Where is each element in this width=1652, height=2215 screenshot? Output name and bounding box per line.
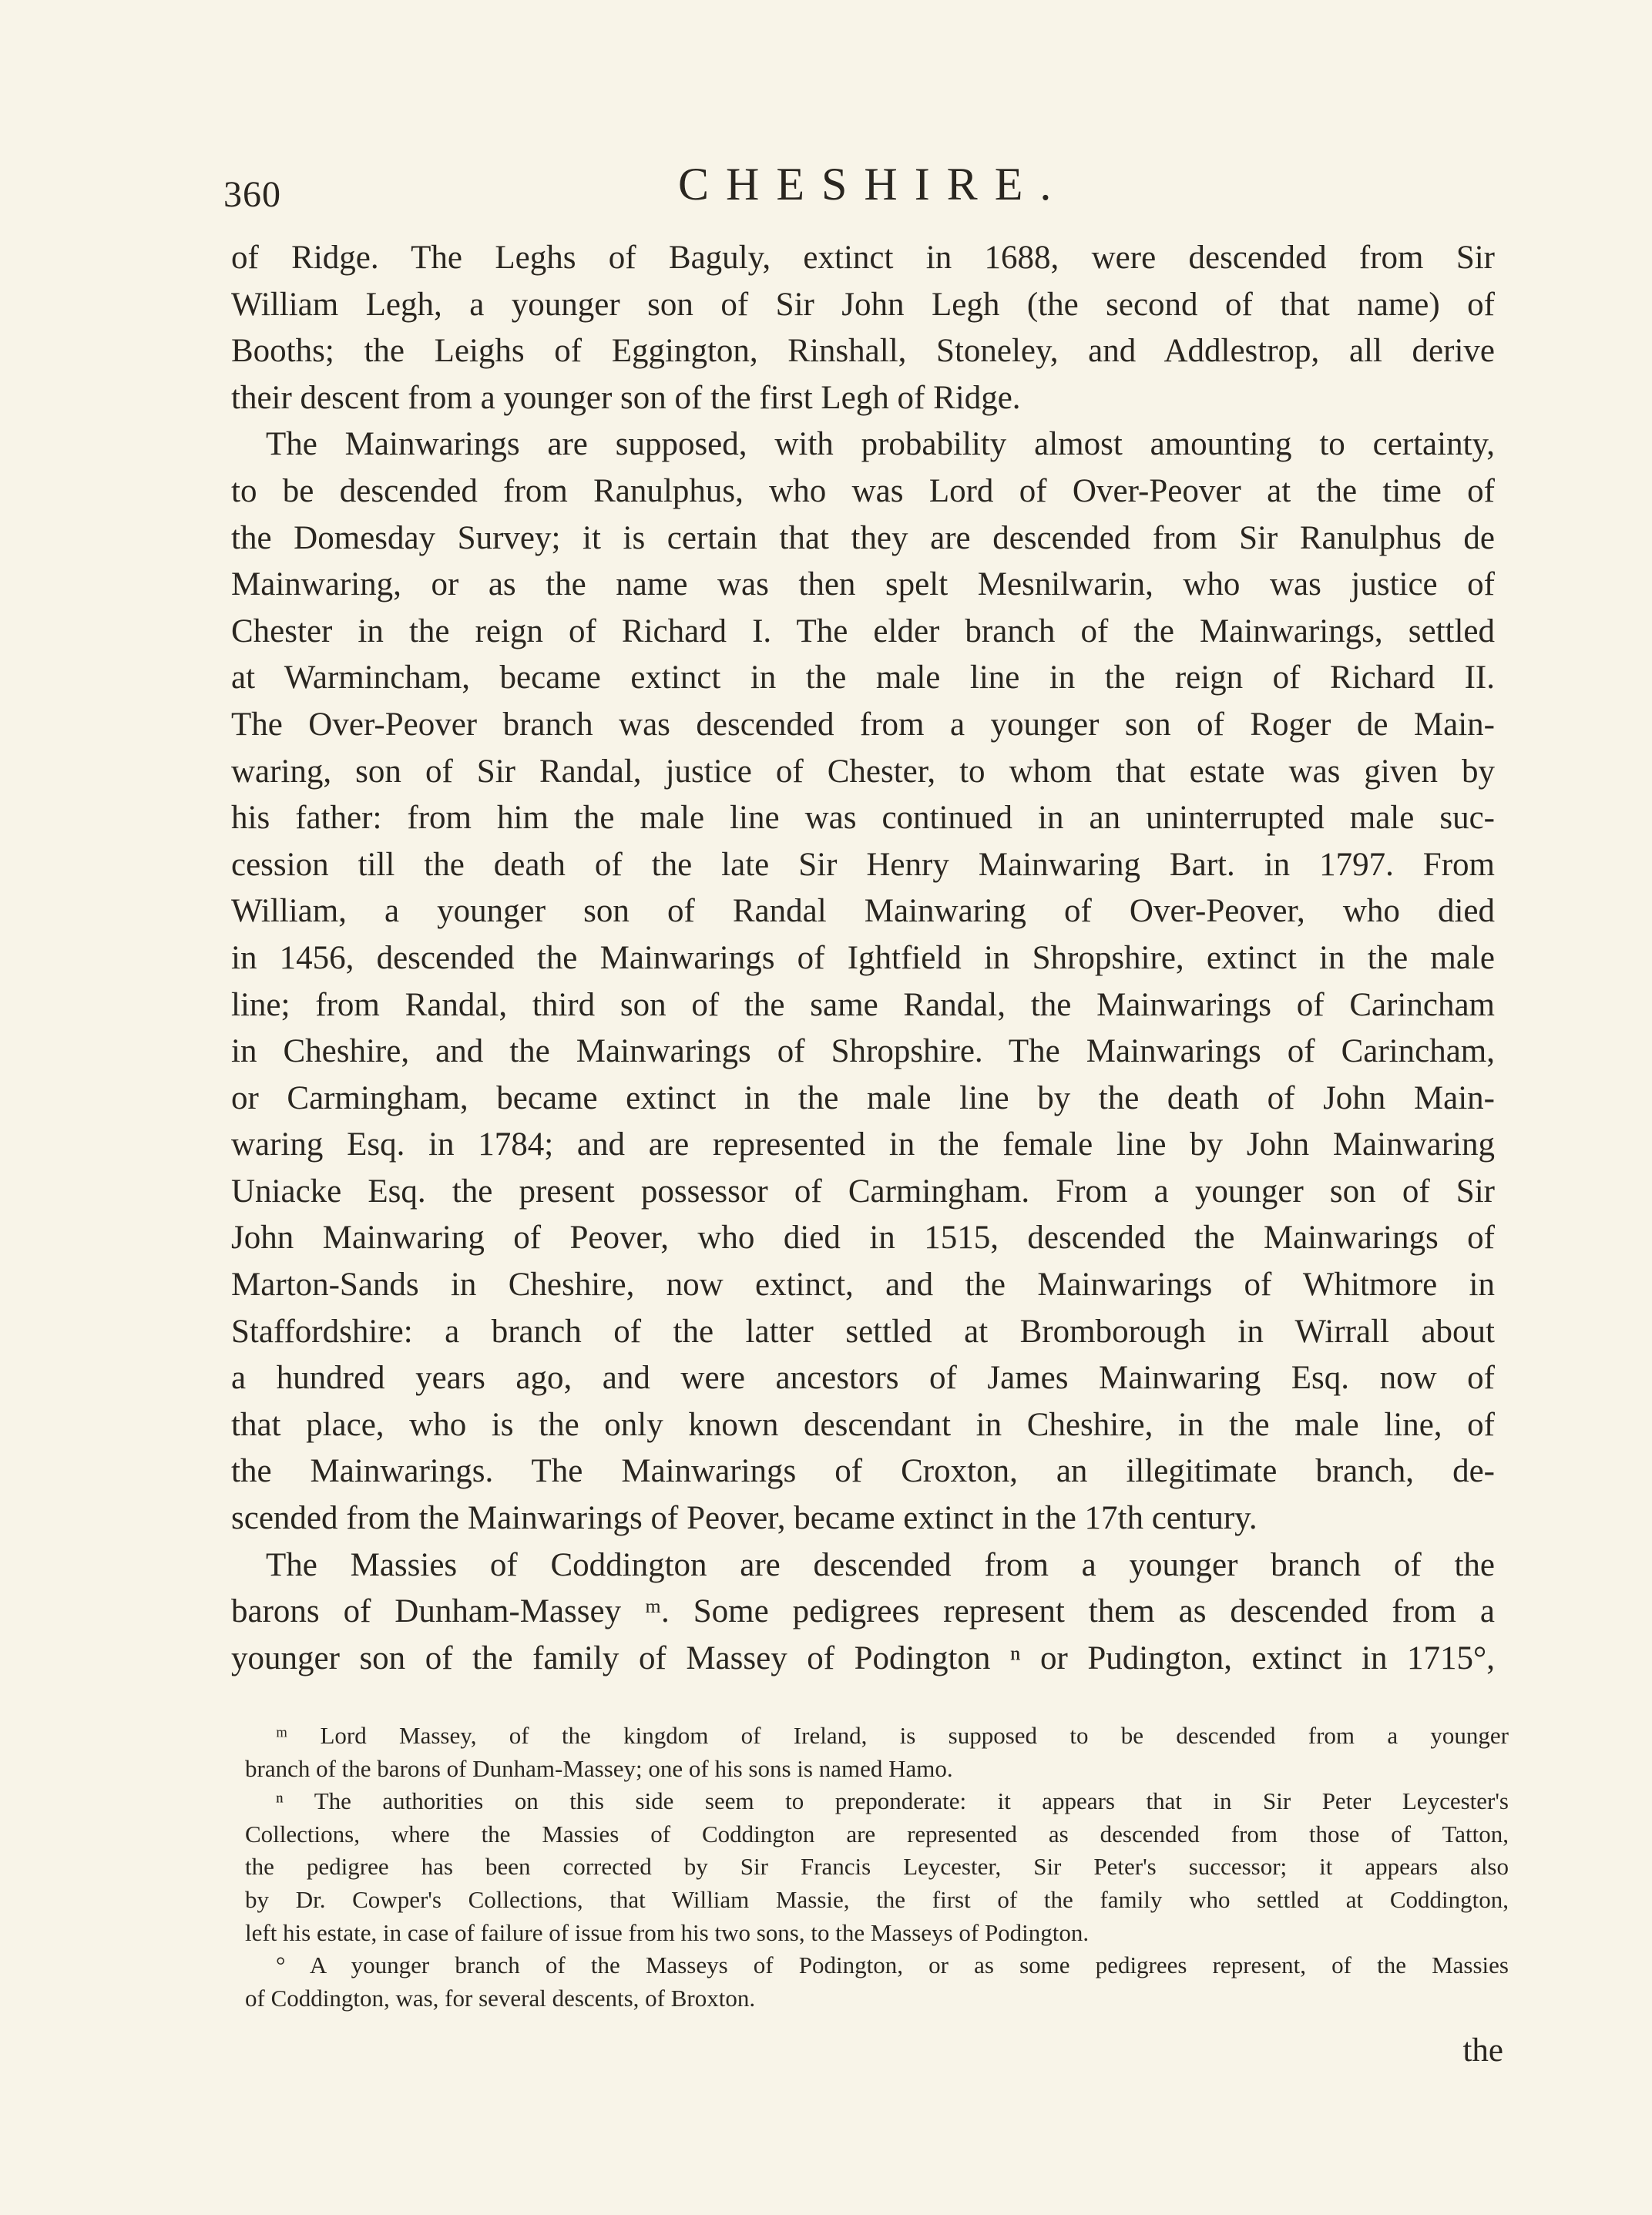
footnote-line: by Dr. Cowper's Collections, that William Massie, the first of the family who settled at Coddington, <box>245 1885 1509 1913</box>
text-line: the Mainwarings. The Mainwarings of Croxton, an illegitimate branch, de- <box>231 1453 1495 1490</box>
text-line: line; from Randal, third son of the same Randal, the Mainwarings of Carincham <box>231 986 1495 1023</box>
text-line: Chester in the reign of Richard I. The elder branch of the Mainwarings, settled <box>231 612 1495 649</box>
text-line: Marton-Sands in Cheshire, now extinct, and the Mainwarings of Whitmore in <box>231 1267 1495 1304</box>
text-line: waring Esq. in 1784; and are represented in the female line by John Mainwaring <box>231 1126 1495 1163</box>
footnote-line: branch of the barons of Dunham-Massey; one of his sons is named Hamo. <box>245 1754 953 1782</box>
text-line: that place, who is the only known descendant in Cheshire, in the male line, of <box>231 1406 1495 1443</box>
text-line: waring, son of Sir Randal, justice of Chester, to whom that estate was given by <box>231 753 1495 790</box>
text-line: at Warmincham, became extinct in the male line in the reign of Richard II. <box>231 659 1495 696</box>
text-line: scended from the Mainwarings of Peover, became extinct in the 17th century. <box>231 1500 1257 1537</box>
text-line: to be descended from Ranulphus, who was Lord of Over-Peover at the time of <box>231 472 1495 509</box>
text-line: Staffordshire: a branch of the latter settled at Bromborough in Wirrall about <box>231 1313 1495 1350</box>
text-line: William Legh, a younger son of Sir John Legh (the second of that name) of <box>231 286 1495 323</box>
text-line: a hundred years ago, and were ancestors of James Mainwaring Esq. now of <box>231 1360 1495 1397</box>
footnote-line: Collections, where the Massies of Coddington are represented as descended from those of Tatton, <box>245 1820 1509 1848</box>
text-line: The Mainwarings are supposed, with probability almost amounting to certainty, <box>266 426 1495 463</box>
text-line: his father: from him the male line was continued in an uninterrupted male suc- <box>231 800 1495 837</box>
footnote-line: of Coddington, was, for several descents, of Broxton. <box>245 1984 756 2012</box>
footnotes <box>245 1720 1509 2015</box>
text-line: in Cheshire, and the Mainwarings of Shropshire. The Mainwarings of Carincham, <box>231 1033 1495 1070</box>
text-line: in 1456, descended the Mainwarings of Ightfield in Shropshire, extinct in the male <box>231 939 1495 976</box>
page-number: 360 <box>223 174 281 215</box>
text-line: The Over-Peover branch was descended from a younger son of Roger de Main- <box>231 706 1495 743</box>
footnote-line: left his estate, in case of failure of issue from his two sons, to the Masseys of Podington. <box>245 1918 1090 1946</box>
footnote-line: the pedigree has been corrected by Sir Francis Leycester, Sir Peter's successor; it appears also <box>245 1853 1509 1881</box>
text-line: younger son of the family of Massey of Podington ⁿ or Pudington, extinct in 1715°, <box>231 1639 1495 1676</box>
text-line: The Massies of Coddington are descended from a younger branch of the <box>266 1546 1495 1583</box>
footnote-line: ⁿ The authorities on this side seem to preponderate: it appears that in Sir Peter Leycester's <box>276 1787 1509 1815</box>
text-line: Uniacke Esq. the present possessor of Carmingham. From a younger son of Sir <box>231 1173 1495 1210</box>
text-line: their descent from a younger son of the first Legh of Ridge. <box>231 379 1021 416</box>
text-line: barons of Dunham-Massey ᵐ. Some pedigrees represent them as descended from a <box>231 1593 1495 1630</box>
main-text <box>231 235 1495 1682</box>
catchword: the <box>1462 2032 1503 2069</box>
text-line: John Mainwaring of Peover, who died in 1515, descended the Mainwarings of <box>231 1220 1495 1257</box>
text-line: Booths; the Leighs of Eggington, Rinshall, Stoneley, and Addlestrop, all derive <box>231 333 1495 370</box>
text-line: the Domesday Survey; it is certain that they are descended from Sir Ranulphus de <box>231 519 1495 556</box>
text-line: or Carmingham, became extinct in the male line by the death of John Main- <box>231 1079 1495 1116</box>
footnote-line: ᵐ Lord Massey, of the kingdom of Ireland, is supposed to be descended from a younger <box>276 1722 1509 1749</box>
text-line: Mainwaring, or as the name was then spelt Mesnilwarin, who was justice of <box>231 566 1495 603</box>
running-head <box>223 158 1518 215</box>
footnote-line: ° A younger branch of the Masseys of Podington, or as some pedigrees represent, of the Massies <box>276 1952 1509 1979</box>
text-line: William, a younger son of Randal Mainwaring of Over-Peover, who died <box>231 893 1495 930</box>
text-line: cession till the death of the late Sir Henry Mainwaring Bart. in 1797. From <box>231 846 1495 883</box>
running-title: CHESHIRE. <box>678 159 1069 210</box>
text-line: of Ridge. The Leghs of Baguly, extinct in 1688, were descended from Sir <box>231 240 1495 276</box>
